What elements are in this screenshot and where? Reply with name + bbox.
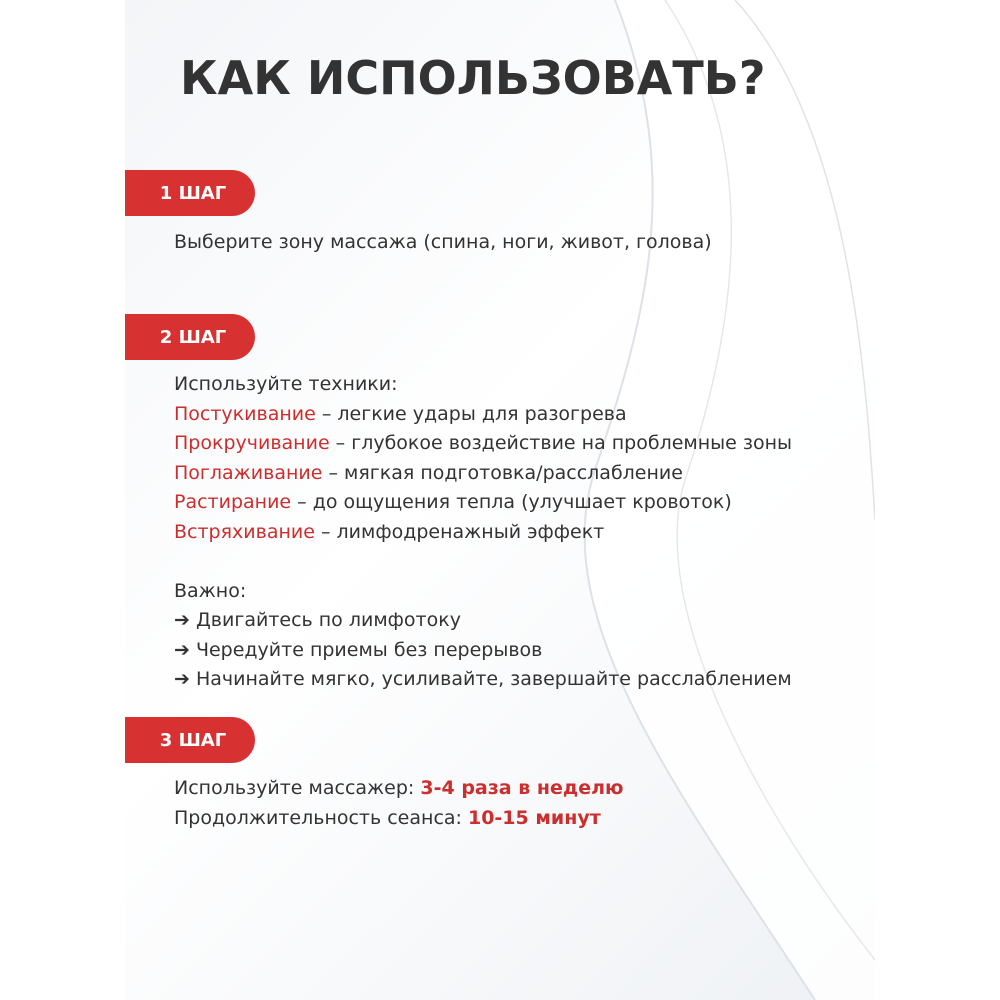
tip-item: ➔ Начинайте мягко, усиливайте, завершайте расслаблением xyxy=(174,668,792,690)
duration-label: Продолжительность сеанса: xyxy=(174,806,468,829)
technique-item xyxy=(174,400,792,430)
technique-name: Встряхивание xyxy=(174,520,315,543)
technique-name: Растирание xyxy=(174,491,292,513)
duration-value: 10-15 минут xyxy=(467,806,601,829)
step-3-badge xyxy=(125,717,255,763)
step-2-text-block xyxy=(174,370,792,695)
step-2-badge xyxy=(125,314,255,360)
technique-description: – легкие удары для разогрева xyxy=(315,402,627,425)
techniques-intro: Используйте техники: xyxy=(174,373,398,395)
technique-item xyxy=(174,488,792,518)
important-label: Важно: xyxy=(174,579,247,602)
frequency-line xyxy=(174,774,623,804)
spacer xyxy=(174,547,792,577)
step-1-description: Выберите зону массажа (спина, ноги, живот, голова) xyxy=(174,231,712,253)
duration-line xyxy=(174,804,623,834)
step-3-label: 3 ШАГ xyxy=(159,729,227,751)
technique-description: – мягкая подготовка/расслабление xyxy=(322,461,683,484)
technique-name: Прокручивание xyxy=(174,432,330,454)
frequency-label: Используйте массажер: xyxy=(174,777,421,799)
tip-item: ➔ Чередуйте приемы без перерывов xyxy=(174,638,543,661)
frequency-value: 3-4 раза в неделю xyxy=(420,777,624,799)
technique-description: – лимфодренажный эффект xyxy=(314,520,605,543)
page-title: КАК ИСПОЛЬЗОВАТЬ? xyxy=(180,51,766,105)
step-1-text-block xyxy=(174,228,712,258)
instruction-card xyxy=(125,0,875,1000)
step-1-badge xyxy=(125,170,255,216)
technique-item xyxy=(174,518,792,548)
step-1-label: 1 ШАГ xyxy=(159,182,227,204)
tip-item: ➔ Двигайтесь по лимфотоку xyxy=(174,609,461,631)
technique-name: Постукивание xyxy=(174,402,316,425)
technique-name: Поглаживание xyxy=(174,461,323,484)
technique-description: – глубокое воздействие на проблемные зоны xyxy=(329,432,793,454)
step-2-label: 2 ШАГ xyxy=(159,326,227,348)
technique-description: – до ощущения тепла (улучшает кровоток) xyxy=(291,491,732,513)
step-3-text-block xyxy=(174,774,623,833)
technique-item xyxy=(174,459,792,489)
technique-item xyxy=(174,429,792,459)
